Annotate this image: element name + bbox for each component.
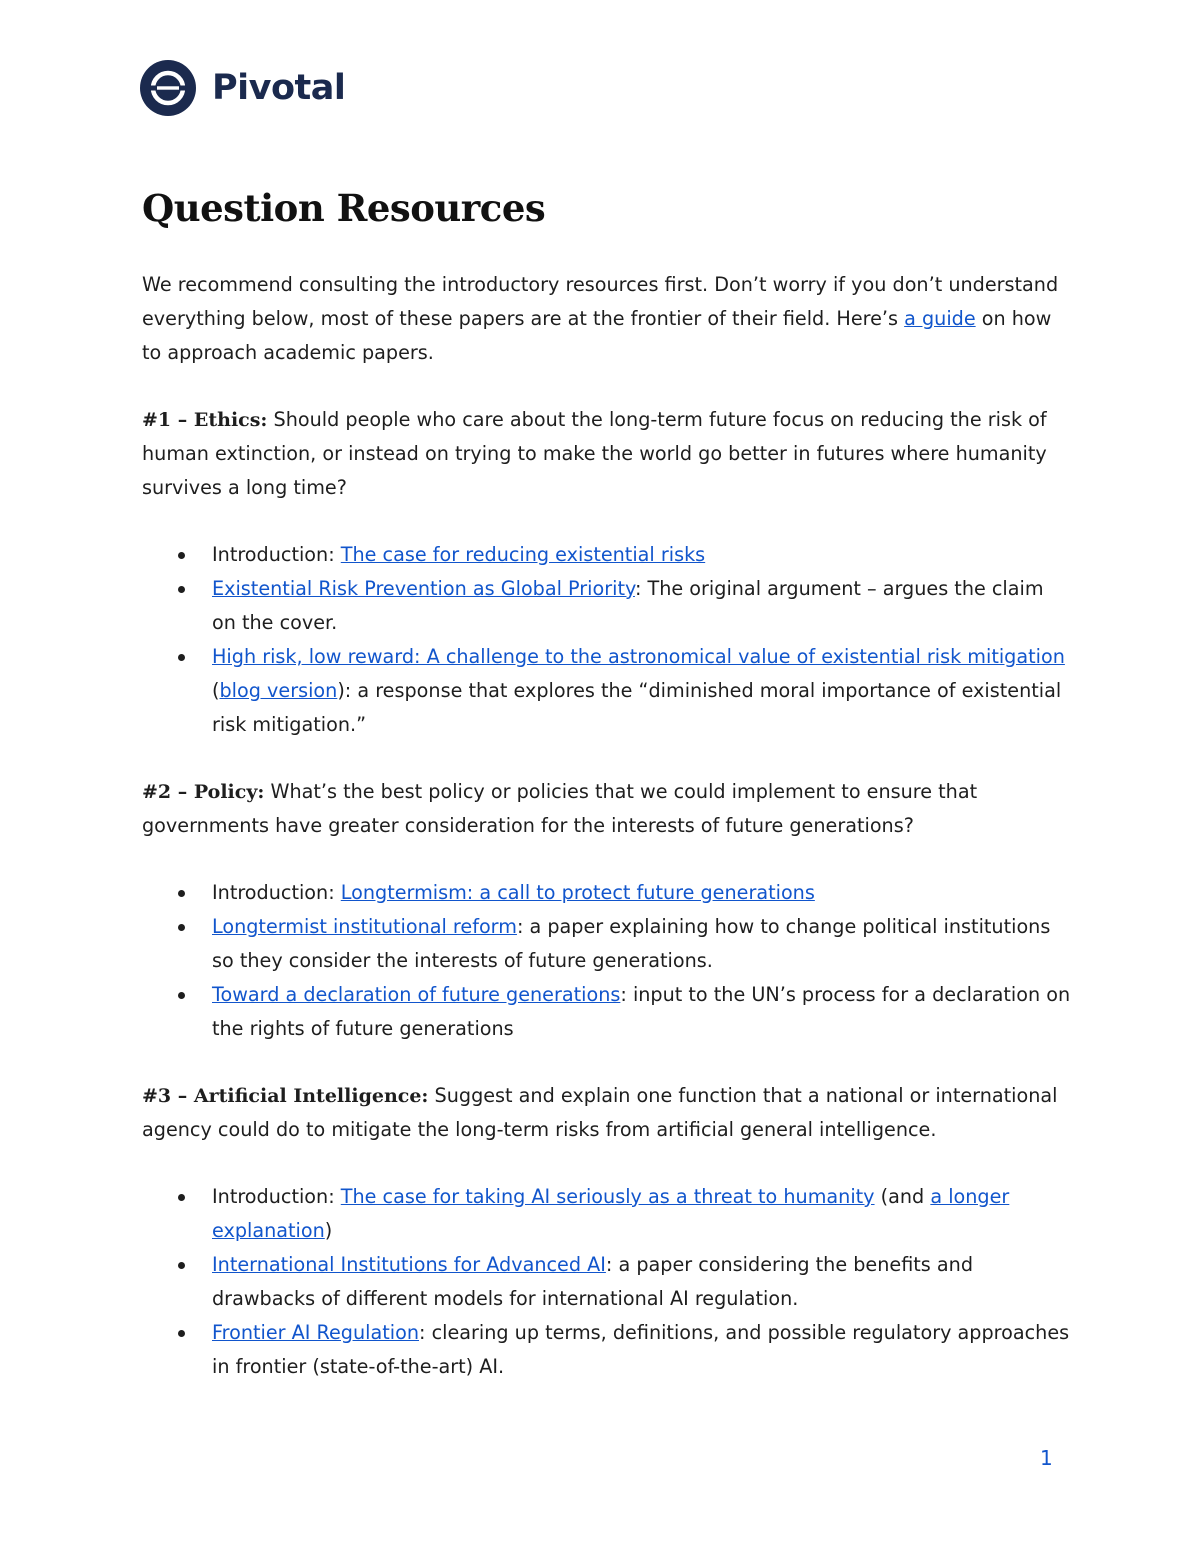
- question-3-resources: [142, 1180, 1072, 1384]
- resource-link[interactable]: Longtermism: a call to protect future generations: [340, 881, 815, 904]
- bullet-icon: [178, 992, 185, 999]
- item-prefix: Introduction:: [212, 543, 341, 566]
- resource-link-secondary[interactable]: blog version: [219, 679, 338, 702]
- list-item: [212, 1180, 1072, 1248]
- page-number: 1: [1040, 1446, 1053, 1470]
- list-item: [212, 572, 1072, 640]
- bullet-icon: [178, 1262, 185, 1269]
- resource-link[interactable]: The case for taking AI seriously as a threat to humanity: [340, 1185, 875, 1208]
- item-description: : a paper explaining how to change political institutions so they consider the interests of future generations.: [212, 915, 1051, 972]
- question-2-text: What’s the best policy or policies that we could implement to ensure that governments have greater consideration for the interests of future generations?: [142, 780, 978, 837]
- intro-text: We recommend consulting the introductory resources first. Don’t worry if you don’t understand everything below, most of these papers are at the frontier of their field. Here’s: [142, 273, 1059, 330]
- bullet-icon: [178, 1194, 185, 1201]
- question-1-text: Should people who care about the long-term future focus on reducing the risk of human extinction, or instead on trying to make the world go better in futures where humanity survives a long time?: [142, 408, 1047, 499]
- document-body: [142, 186, 1072, 1417]
- item-text: (and: [874, 1185, 931, 1208]
- item-description: ): a response that explores the “diminished moral importance of existential risk mitigation.”: [212, 679, 1062, 736]
- question-3-label: #3 – Artificial Intelligence:: [142, 1085, 429, 1107]
- bullet-icon: [178, 924, 185, 931]
- question-3: [142, 1079, 1072, 1147]
- list-item: [212, 876, 1072, 910]
- resource-link[interactable]: Longtermist institutional reform: [212, 915, 517, 938]
- question-1-label: #1 – Ethics:: [142, 409, 268, 431]
- intro-paragraph: [142, 268, 1072, 370]
- question-1: [142, 403, 1072, 505]
- item-description: : clearing up terms, definitions, and possible regulatory approaches in frontier (state-of-the-art) AI.: [212, 1321, 1070, 1378]
- bullet-icon: [178, 890, 185, 897]
- item-text-end: ): [324, 1219, 333, 1242]
- resource-link[interactable]: High risk, low reward: A challenge to the astronomical value of existential risk mitigation: [212, 645, 1065, 668]
- bullet-icon: [178, 654, 185, 661]
- item-description: : input to the UN’s process for a declaration on the rights of future generations: [212, 983, 1071, 1040]
- resource-link[interactable]: Toward a declaration of future generations: [212, 983, 621, 1006]
- item-description: : a paper considering the benefits and drawbacks of different models for international AI regulation.: [212, 1253, 973, 1310]
- list-item: [212, 910, 1072, 978]
- item-prefix: Introduction:: [212, 1185, 341, 1208]
- question-2: [142, 775, 1072, 843]
- guide-link[interactable]: a guide: [904, 307, 976, 330]
- question-1-resources: [142, 538, 1072, 742]
- item-description: : The original argument – argues the claim on the cover.: [212, 577, 1044, 634]
- question-3-text: Suggest and explain one function that a national or international agency could do to mitigate the long-term risks from artificial general intelligence.: [142, 1084, 1058, 1141]
- bullet-icon: [178, 552, 185, 559]
- list-item: [212, 640, 1072, 742]
- bullet-icon: [178, 586, 185, 593]
- question-2-resources: [142, 876, 1072, 1046]
- resource-link-secondary[interactable]: a longer explanation: [212, 1185, 1010, 1242]
- resource-link[interactable]: The case for reducing existential risks: [340, 543, 706, 566]
- bullet-icon: [178, 1330, 185, 1337]
- logo-text: Pivotal: [212, 68, 346, 108]
- logo: [140, 60, 345, 116]
- list-item: [212, 1316, 1072, 1384]
- page-title: Question Resources: [142, 186, 546, 230]
- intro-text-end: on how to approach academic papers.: [142, 307, 1052, 364]
- item-prefix: Introduction:: [212, 881, 341, 904]
- resource-link[interactable]: International Institutions for Advanced AI: [212, 1253, 606, 1276]
- resource-link[interactable]: Existential Risk Prevention as Global Priority: [212, 577, 635, 600]
- list-item: [212, 978, 1072, 1046]
- question-2-label: #2 – Policy:: [142, 781, 265, 803]
- list-item: [212, 538, 1072, 572]
- resource-link[interactable]: Frontier AI Regulation: [212, 1321, 419, 1344]
- pivotal-logo-icon: [140, 60, 196, 116]
- list-item: [212, 1248, 1072, 1316]
- item-text: (: [212, 679, 220, 702]
